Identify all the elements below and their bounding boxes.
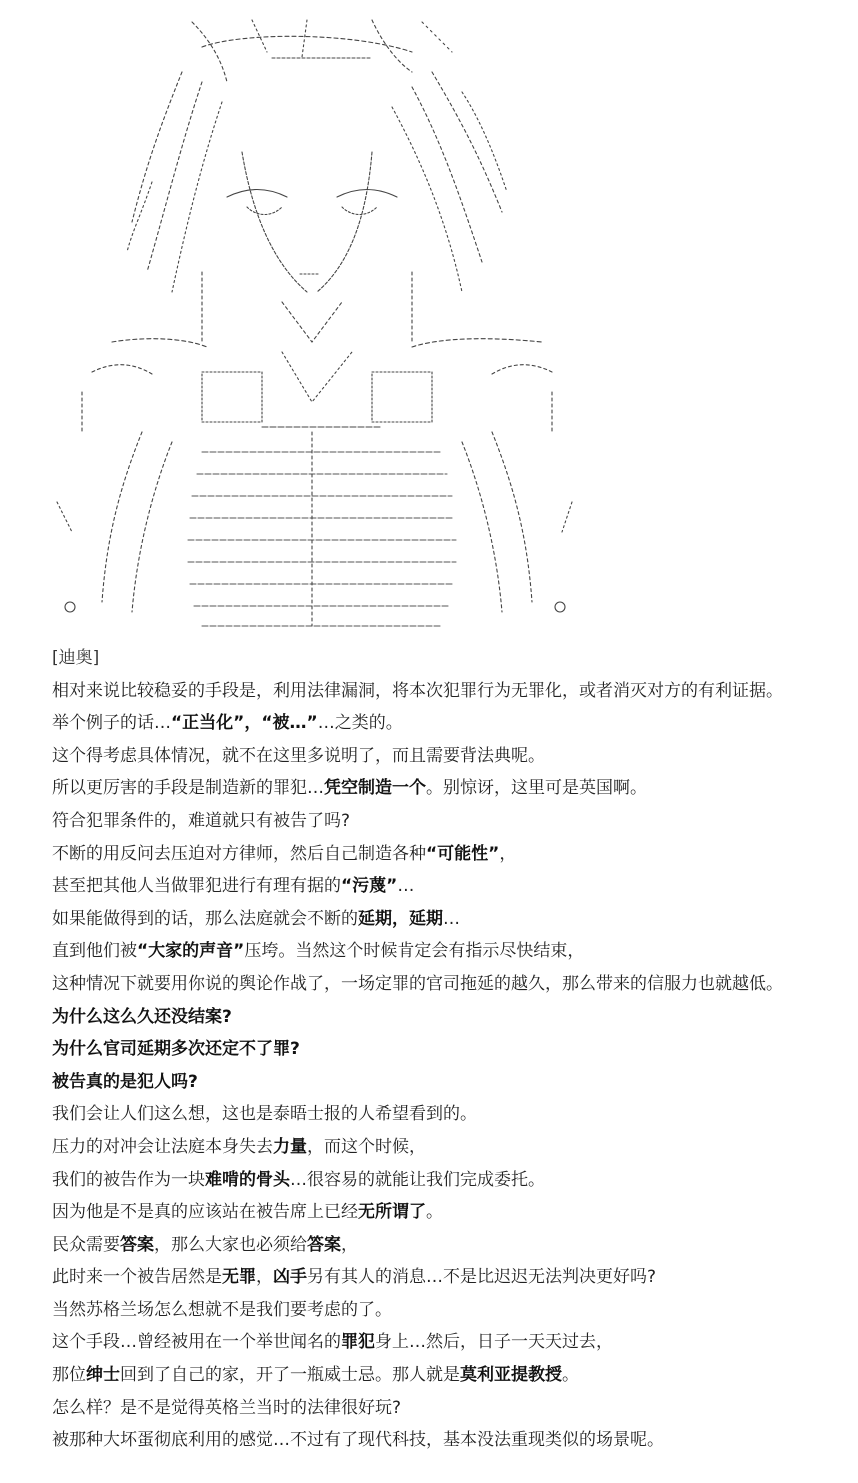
line-text: 如果能做得到的话，那么法庭就会不断的 — [52, 908, 358, 929]
dialogue-line — [52, 1098, 852, 1131]
dialogue-line — [52, 805, 852, 838]
dialogue-line — [52, 935, 852, 968]
ascii-art-drawing — [52, 12, 612, 640]
dialogue-line — [52, 772, 852, 805]
emphasis-text: “污蔑” — [341, 876, 398, 897]
line-text: 直到他们被 — [52, 941, 137, 962]
line-text: …很容易的就能让我们完成委托。 — [290, 1169, 545, 1190]
line-text: 因为他是不是真的应该站在被告席上已经 — [52, 1202, 358, 1223]
line-text: 这个得考虑具体情况，就不在这里多说明了，而且需要背法典呢。 — [52, 745, 545, 766]
dialogue-line — [52, 1392, 852, 1425]
line-text: 我们的被告作为一块 — [52, 1169, 205, 1190]
line-text: 那位 — [52, 1365, 86, 1386]
emphasis-text: 莫利亚提教授 — [460, 1365, 562, 1386]
dialogue-line — [52, 707, 852, 740]
line-text: 此时来一个被告居然是 — [52, 1267, 222, 1288]
line-text: 所以更厉害的手段是制造新的罪犯… — [52, 778, 324, 799]
line-text: 甚至把其他人当做罪犯进行有理有据的 — [52, 876, 341, 897]
emphasis-text: “大家的声音” — [137, 941, 245, 962]
line-text: 民众需要 — [52, 1234, 120, 1255]
emphasis-text: 被告真的是犯人吗? — [52, 1071, 198, 1092]
line-text: 压力的对冲会让法庭本身失去 — [52, 1136, 273, 1157]
line-text: … — [397, 876, 415, 897]
line-text: 压垮。当然这个时候肯定会有指示尽快结束， — [244, 941, 585, 962]
line-text: 。 — [426, 1202, 443, 1223]
line-text: 身上…然后，日子一天天过去， — [375, 1332, 613, 1353]
line-text: ， — [341, 1234, 358, 1255]
emphasis-text: 罪犯 — [341, 1332, 375, 1353]
dialogue-line — [52, 1196, 852, 1229]
emphasis-text: 为什么这么久还没结案? — [52, 1006, 232, 1027]
emphasis-text: 答案 — [307, 1234, 341, 1255]
dialogue-line — [52, 903, 852, 936]
emphasis-text: 延期，延期 — [358, 908, 443, 929]
dialogue-line — [52, 1261, 852, 1294]
line-text: 这个手段…曾经被用在一个举世闻名的 — [52, 1332, 341, 1353]
emphasis-text: 无所谓了 — [358, 1202, 426, 1223]
emphasis-text: 难啃的骨头 — [205, 1169, 290, 1190]
speaker-label: [迪奥] — [52, 648, 100, 668]
dialogue-line — [52, 968, 852, 1001]
dialogue-line — [52, 870, 852, 903]
emphasis-text: 答案 — [120, 1234, 154, 1255]
line-text: 。别惊讶，这里可是英国啊。 — [426, 778, 647, 799]
emphasis-text: 凭空制造一个 — [324, 778, 426, 799]
dialogue-line — [52, 1131, 852, 1164]
line-text: ，那么大家也必须给 — [154, 1234, 307, 1255]
line-text: 当然苏格兰场怎么想就不是我们要考虑的了。 — [52, 1299, 392, 1320]
dialogue-text-block — [52, 642, 852, 1457]
line-text: 回到了自己的家，开了一瓶威士忌。那人就是 — [120, 1365, 460, 1386]
line-text: 相对来说比较稳妥的手段是，利用法律漏洞，将本次犯罪行为无罪化，或者消灭对方的有利证据。 — [52, 680, 783, 701]
emphasis-text: “可能性” — [426, 843, 500, 864]
line-text: 我们会让人们这么想，这也是泰晤士报的人希望看到的。 — [52, 1104, 477, 1125]
dialogue-line — [52, 1229, 852, 1262]
line-text: 怎么样？是不是觉得英格兰当时的法律很好玩? — [52, 1397, 402, 1418]
dialogue-line — [52, 675, 852, 708]
line-text: ， — [499, 843, 517, 864]
dialogue-line — [52, 1001, 852, 1034]
dialogue-line — [52, 1359, 852, 1392]
dialogue-line — [52, 1326, 852, 1359]
dialogue-line — [52, 1033, 852, 1066]
dialogue-line — [52, 1164, 852, 1197]
emphasis-text: 力量 — [273, 1136, 307, 1157]
dialogue-line — [52, 838, 852, 871]
line-text: …之类的。 — [317, 713, 403, 734]
line-text: … — [443, 908, 460, 929]
line-text: 举个例子的话… — [52, 713, 171, 734]
emphasis-text: 凶手 — [273, 1267, 307, 1288]
line-text: 这种情况下就要用你说的舆论作战了，一场定罪的官司拖延的越久，那么带来的信服力也就越低。 — [52, 973, 783, 994]
line-text: 。 — [562, 1365, 579, 1386]
dialogue-lines — [52, 675, 852, 1457]
emphasis-text: 为什么官司延期多次还定不了罪? — [52, 1039, 300, 1060]
dialogue-line — [52, 1424, 852, 1457]
dialogue-line — [52, 740, 852, 773]
emphasis-text: “正当化”，“被…” — [171, 713, 318, 734]
line-text: 另有其人的消息…不是比迟迟无法判决更好吗? — [307, 1267, 657, 1288]
emphasis-text: 绅士 — [86, 1365, 120, 1386]
dialogue-line — [52, 1066, 852, 1099]
ascii-art-character-icon — [52, 12, 612, 640]
line-text: ， — [256, 1267, 273, 1288]
line-text: ，而这个时候， — [307, 1136, 426, 1157]
line-text: 符合犯罪条件的，难道就只有被告了吗? — [52, 810, 351, 831]
line-text: 被那种大坏蛋彻底利用的感觉…不过有了现代科技，基本没法重现类似的场景呢。 — [52, 1430, 664, 1451]
dialogue-line — [52, 1294, 852, 1327]
emphasis-text: 无罪 — [222, 1267, 256, 1288]
line-text: 不断的用反问去压迫对方律师，然后自己制造各种 — [52, 843, 426, 864]
